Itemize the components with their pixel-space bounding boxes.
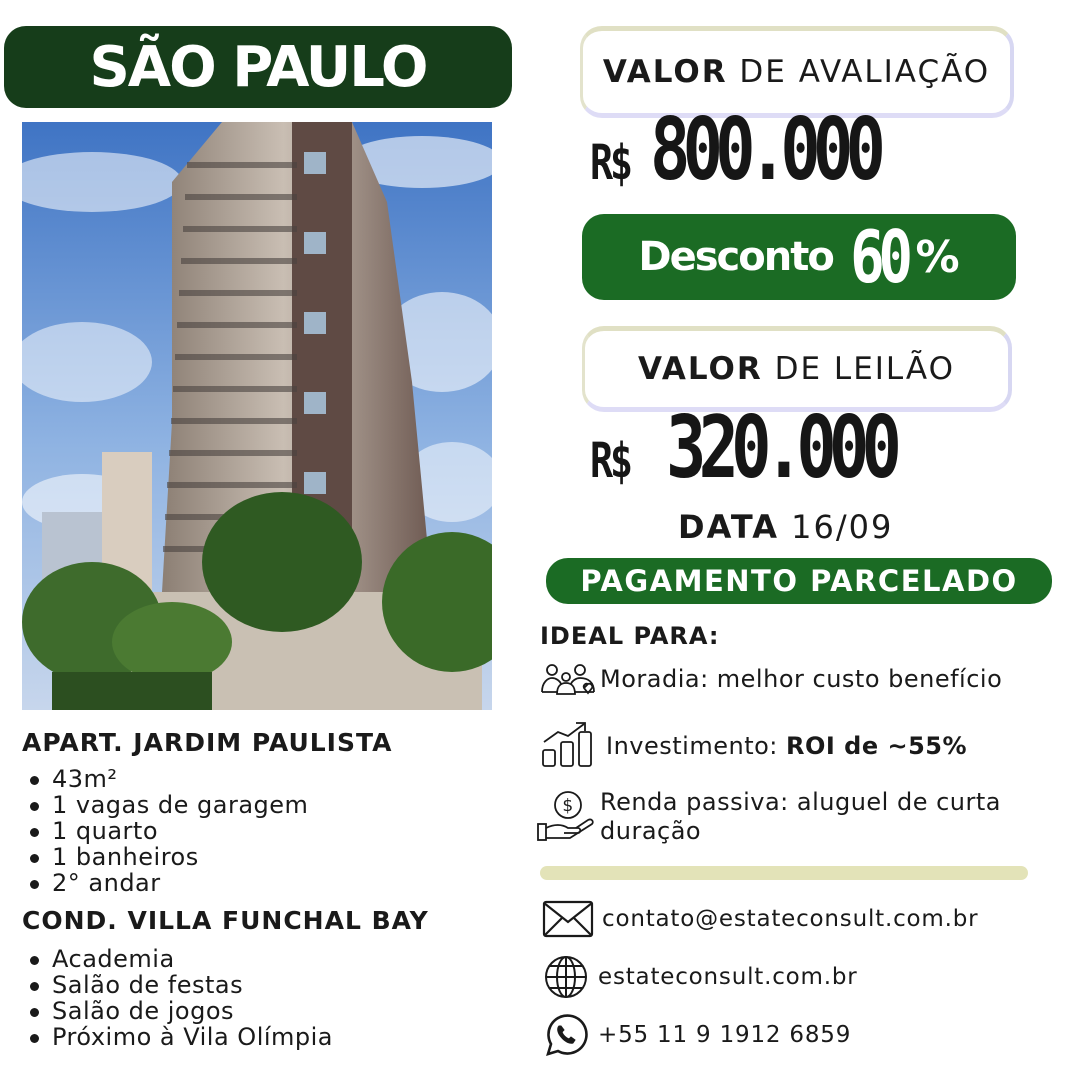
list-item: Salão de jogos [30,998,333,1024]
globe-icon [542,954,590,1000]
contact-email[interactable] [542,900,978,938]
ideal-item-housing [540,662,1002,698]
discount-label: Desconto [638,234,833,280]
auction-amount: 320.000 [665,398,894,498]
ideal-text: Investimento: ROI de ~55% [606,732,968,760]
website-text[interactable]: estateconsult.com.br [598,964,858,990]
list-item: 2° andar [30,870,308,896]
family-home-icon [540,662,596,698]
building-photo [22,122,492,710]
list-item: 1 quarto [30,818,308,844]
ideal-title: IDEAL PARA: [540,622,720,650]
valuation-label-bold: VALOR [602,54,728,90]
growth-chart-icon [540,720,598,768]
list-item: 43m² [30,766,308,792]
condo-title: COND. VILLA FUNCHAL BAY [22,906,429,935]
ideal-item-passive-income [536,788,1001,846]
property-title: APART. JARDIM PAULISTA [22,728,393,757]
valuation-currency: R$ [590,135,630,191]
hand-coin-icon [536,788,596,844]
valuation-amount: 800.000 [649,100,878,200]
roi-value: ROI de ~55% [786,732,968,760]
divider [540,866,1028,880]
condo-amenity-list [30,946,333,1050]
phone-text[interactable]: +55 11 9 1912 6859 [598,1022,852,1048]
ideal-text: Renda passiva: aluguel de curta duração [600,788,1001,845]
discount-percent: 60 [849,215,907,299]
auction-label-rest: DE LEILÃO [762,351,955,387]
property-feature-list [30,766,308,896]
auction-price [590,398,958,498]
auction-date [678,508,893,546]
contact-phone[interactable] [542,1012,851,1058]
discount-badge [582,214,1016,300]
list-item: 1 vagas de garagem [30,792,308,818]
city-banner [4,26,512,108]
email-text[interactable]: contato@estateconsult.com.br [602,906,979,932]
ideal-text: Moradia: melhor custo benefício [600,665,1003,693]
auction-label-bold: VALOR [638,351,763,387]
valuation-price [590,100,942,200]
contact-website[interactable] [542,954,857,1000]
list-item: Salão de festas [30,972,333,998]
payment-badge: PAGAMENTO PARCELADO [546,558,1052,604]
discount-symbol: % [915,231,960,283]
whatsapp-icon [542,1012,590,1058]
city-title: SÃO PAULO [89,34,427,100]
list-item: Próximo à Vila Olímpia [30,1024,333,1050]
date-label: DATA [678,508,779,546]
list-item: 1 banheiros [30,844,308,870]
ideal-item-investment [540,720,967,768]
auction-currency: R$ [590,433,630,489]
svg-text:$: $ [562,796,574,816]
valuation-label-rest: DE AVALIAÇÃO [727,54,991,90]
list-item: Academia [30,946,333,972]
envelope-icon [542,900,594,938]
date-value: 16/09 [791,508,894,546]
